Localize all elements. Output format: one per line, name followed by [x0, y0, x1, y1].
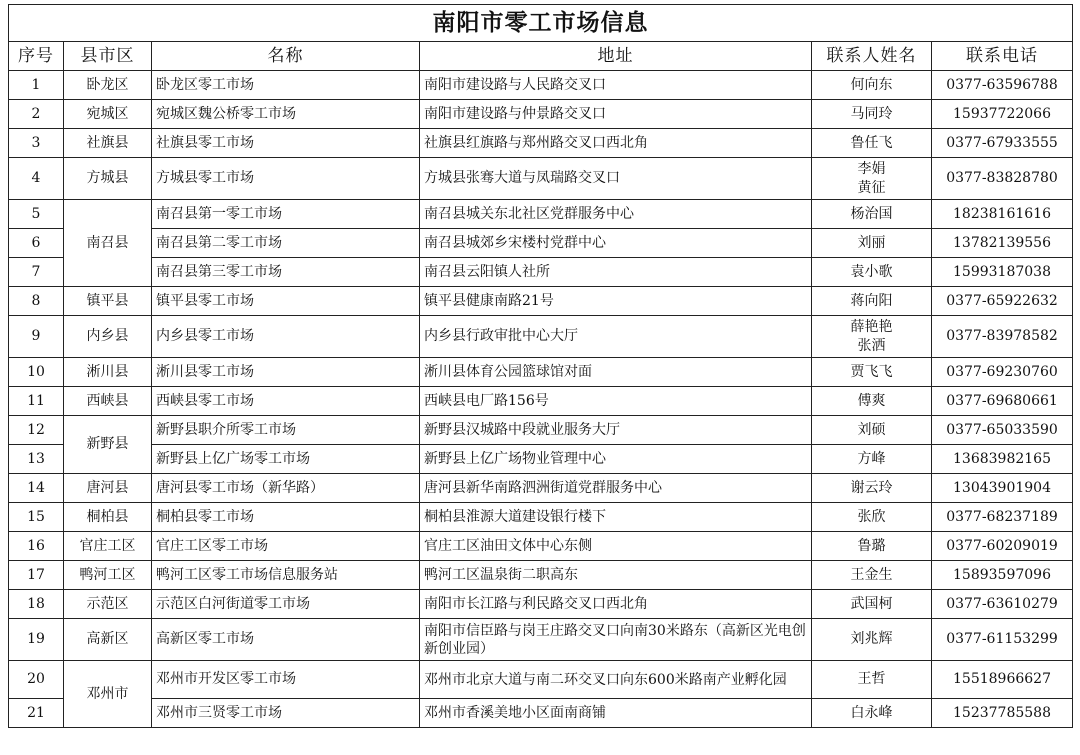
- cell-contact[interactable]: 鲁璐: [812, 532, 932, 561]
- cell-county[interactable]: 鸭河工区: [64, 561, 152, 590]
- cell-name[interactable]: 邓州市开发区零工市场: [152, 661, 420, 699]
- cell-phone[interactable]: 0377-65033590: [932, 416, 1073, 445]
- cell-county[interactable]: 桐柏县: [64, 503, 152, 532]
- cell-address[interactable]: 官庄工区油田文体中心东侧: [420, 532, 812, 561]
- cell-county[interactable]: 高新区: [64, 619, 152, 661]
- cell-contact[interactable]: 鲁任飞: [812, 129, 932, 158]
- cell-phone[interactable]: 15893597096: [932, 561, 1073, 590]
- cell-address[interactable]: 鸭河工区温泉街二职高东: [420, 561, 812, 590]
- cell-address[interactable]: 西峡县电厂路156号: [420, 387, 812, 416]
- spreadsheet: [8, 4, 1072, 728]
- cell-address[interactable]: 南召县城关东北社区党群服务中心: [420, 200, 812, 229]
- cell-name[interactable]: 唐河县零工市场（新华路）: [152, 474, 420, 503]
- cell-county[interactable]: 镇平县: [64, 287, 152, 316]
- table-row: [9, 100, 1073, 129]
- cell-seq[interactable]: 2: [9, 100, 64, 129]
- cell-county[interactable]: 社旗县: [64, 129, 152, 158]
- cell-name[interactable]: 卧龙区零工市场: [152, 71, 420, 100]
- cell-contact[interactable]: 刘兆辉: [812, 619, 932, 661]
- cell-address[interactable]: 南召县城郊乡宋楼村党群中心: [420, 229, 812, 258]
- cell-seq[interactable]: 13: [9, 445, 64, 474]
- cell-phone[interactable]: 13782139556: [932, 229, 1073, 258]
- table-row: [9, 158, 1073, 200]
- cell-phone[interactable]: 0377-65922632: [932, 287, 1073, 316]
- cell-address[interactable]: 新野县汉城路中段就业服务大厅: [420, 416, 812, 445]
- cell-name[interactable]: 镇平县零工市场: [152, 287, 420, 316]
- cell-address[interactable]: 南阳市信臣路与岗王庄路交叉口向南30米路东（高新区光电创新创业园）: [420, 619, 812, 661]
- cell-name[interactable]: 方城县零工市场: [152, 158, 420, 200]
- cell-seq[interactable]: 1: [9, 71, 64, 100]
- cell-phone[interactable]: 13683982165: [932, 445, 1073, 474]
- cell-name[interactable]: 社旗县零工市场: [152, 129, 420, 158]
- table-row: [9, 619, 1073, 661]
- header-address: 地址: [420, 42, 812, 71]
- cell-name[interactable]: 新野县职介所零工市场: [152, 416, 420, 445]
- cell-name[interactable]: 示范区白河街道零工市场: [152, 590, 420, 619]
- cell-address[interactable]: 南阳市建设路与人民路交叉口: [420, 71, 812, 100]
- cell-name[interactable]: 南召县第三零工市场: [152, 258, 420, 287]
- cell-county[interactable]: 淅川县: [64, 358, 152, 387]
- cell-name[interactable]: 南召县第一零工市场: [152, 200, 420, 229]
- table-row: [9, 387, 1073, 416]
- cell-county[interactable]: 邓州市: [64, 661, 152, 728]
- table-row: [9, 200, 1073, 229]
- table-row: [9, 532, 1073, 561]
- table-row: [9, 316, 1073, 358]
- table-row: [9, 661, 1073, 699]
- cell-address[interactable]: 桐柏县淮源大道建设银行楼下: [420, 503, 812, 532]
- table-title: 南阳市零工市场信息: [9, 5, 1073, 42]
- table-row: [9, 229, 1073, 258]
- cell-phone[interactable]: 0377-63596788: [932, 71, 1073, 100]
- cell-contact[interactable]: 王金生: [812, 561, 932, 590]
- cell-address[interactable]: 南阳市建设路与仲景路交叉口: [420, 100, 812, 129]
- cell-contact[interactable]: 马同玲: [812, 100, 932, 129]
- cell-seq[interactable]: 15: [9, 503, 64, 532]
- cell-name[interactable]: 宛城区魏公桥零工市场: [152, 100, 420, 129]
- cell-contact[interactable]: 王哲: [812, 661, 932, 699]
- cell-address[interactable]: 社旗县红旗路与郑州路交叉口西北角: [420, 129, 812, 158]
- cell-phone[interactable]: 0377-69680661: [932, 387, 1073, 416]
- cell-phone[interactable]: 15993187038: [932, 258, 1073, 287]
- cell-contact[interactable]: 薛艳艳 张洒: [812, 316, 932, 358]
- cell-county[interactable]: 西峡县: [64, 387, 152, 416]
- table-row: [9, 503, 1073, 532]
- cell-phone[interactable]: 15937722066: [932, 100, 1073, 129]
- cell-contact[interactable]: 张欣: [812, 503, 932, 532]
- cell-contact[interactable]: 方峰: [812, 445, 932, 474]
- cell-name[interactable]: 邓州市三贤零工市场: [152, 699, 420, 728]
- cell-phone[interactable]: 0377-67933555: [932, 129, 1073, 158]
- table-row: [9, 358, 1073, 387]
- cell-contact[interactable]: 刘硕: [812, 416, 932, 445]
- header-name: 名称: [152, 42, 420, 71]
- cell-seq[interactable]: 4: [9, 158, 64, 200]
- header-seq: 序号: [9, 42, 64, 71]
- cell-name[interactable]: 官庄工区零工市场: [152, 532, 420, 561]
- cell-seq[interactable]: 5: [9, 200, 64, 229]
- cell-phone[interactable]: 0377-61153299: [932, 619, 1073, 661]
- cell-county[interactable]: 宛城区: [64, 100, 152, 129]
- cell-seq[interactable]: 17: [9, 561, 64, 590]
- cell-contact[interactable]: 刘丽: [812, 229, 932, 258]
- cell-address[interactable]: 新野县上亿广场物业管理中心: [420, 445, 812, 474]
- cell-seq[interactable]: 3: [9, 129, 64, 158]
- cell-contact[interactable]: 白永峰: [812, 699, 932, 728]
- cell-phone[interactable]: 0377-83978582: [932, 316, 1073, 358]
- cell-county[interactable]: 示范区: [64, 590, 152, 619]
- cell-county[interactable]: 南召县: [64, 200, 152, 287]
- cell-seq[interactable]: 16: [9, 532, 64, 561]
- cell-name[interactable]: 桐柏县零工市场: [152, 503, 420, 532]
- table-row: [9, 561, 1073, 590]
- cell-county[interactable]: 方城县: [64, 158, 152, 200]
- cell-name[interactable]: 内乡县零工市场: [152, 316, 420, 358]
- cell-seq[interactable]: 20: [9, 661, 64, 699]
- cell-seq[interactable]: 11: [9, 387, 64, 416]
- cell-address[interactable]: 邓州市香溪美地小区面南商铺: [420, 699, 812, 728]
- cell-name[interactable]: 西峡县零工市场: [152, 387, 420, 416]
- cell-seq[interactable]: 21: [9, 699, 64, 728]
- cell-phone[interactable]: 15237785588: [932, 699, 1073, 728]
- cell-phone[interactable]: 0377-69230760: [932, 358, 1073, 387]
- table-row: [9, 287, 1073, 316]
- cell-seq[interactable]: 10: [9, 358, 64, 387]
- cell-phone[interactable]: 13043901904: [932, 474, 1073, 503]
- cell-seq[interactable]: 9: [9, 316, 64, 358]
- cell-county[interactable]: 官庄工区: [64, 532, 152, 561]
- cell-name[interactable]: 南召县第二零工市场: [152, 229, 420, 258]
- cell-contact[interactable]: 傅爽: [812, 387, 932, 416]
- cell-county[interactable]: 卧龙区: [64, 71, 152, 100]
- cell-phone[interactable]: 0377-83828780: [932, 158, 1073, 200]
- cell-contact[interactable]: 蒋向阳: [812, 287, 932, 316]
- market-table: [8, 4, 1073, 728]
- cell-county[interactable]: 内乡县: [64, 316, 152, 358]
- cell-seq[interactable]: 12: [9, 416, 64, 445]
- table-row: [9, 699, 1073, 728]
- cell-address[interactable]: 内乡县行政审批中心大厅: [420, 316, 812, 358]
- cell-address[interactable]: 镇平县健康南路21号: [420, 287, 812, 316]
- cell-county[interactable]: 新野县: [64, 416, 152, 474]
- cell-phone[interactable]: 0377-68237189: [932, 503, 1073, 532]
- header-county: 县市区: [64, 42, 152, 71]
- table-row: [9, 258, 1073, 287]
- cell-phone[interactable]: 0377-63610279: [932, 590, 1073, 619]
- cell-name[interactable]: 鸭河工区零工市场信息服务站: [152, 561, 420, 590]
- table-row: [9, 445, 1073, 474]
- cell-seq[interactable]: 14: [9, 474, 64, 503]
- cell-name[interactable]: 高新区零工市场: [152, 619, 420, 661]
- cell-address[interactable]: 南召县云阳镇人社所: [420, 258, 812, 287]
- cell-address[interactable]: 方城县张骞大道与凤瑞路交叉口: [420, 158, 812, 200]
- cell-seq[interactable]: 8: [9, 287, 64, 316]
- table-row: [9, 474, 1073, 503]
- cell-seq[interactable]: 19: [9, 619, 64, 661]
- cell-seq[interactable]: 7: [9, 258, 64, 287]
- cell-seq[interactable]: 6: [9, 229, 64, 258]
- cell-seq[interactable]: 18: [9, 590, 64, 619]
- cell-contact[interactable]: 武国柯: [812, 590, 932, 619]
- cell-phone[interactable]: 18238161616: [932, 200, 1073, 229]
- table-row: [9, 590, 1073, 619]
- table-row: [9, 416, 1073, 445]
- cell-contact[interactable]: 贾飞飞: [812, 358, 932, 387]
- cell-contact[interactable]: 李娟 黄征: [812, 158, 932, 200]
- cell-contact[interactable]: 杨治国: [812, 200, 932, 229]
- header-phone: 联系电话: [932, 42, 1073, 71]
- cell-address[interactable]: 邓州市北京大道与南二环交叉口向东600米路南产业孵化园: [420, 661, 812, 699]
- cell-address[interactable]: 南阳市长江路与利民路交叉口西北角: [420, 590, 812, 619]
- cell-contact[interactable]: 袁小歌: [812, 258, 932, 287]
- cell-phone[interactable]: 15518966627: [932, 661, 1073, 699]
- table-row: [9, 71, 1073, 100]
- cell-address[interactable]: 唐河县新华南路泗洲街道党群服务中心: [420, 474, 812, 503]
- cell-contact[interactable]: 谢云玲: [812, 474, 932, 503]
- table-row: [9, 129, 1073, 158]
- header-contact: 联系人姓名: [812, 42, 932, 71]
- cell-contact[interactable]: 何向东: [812, 71, 932, 100]
- cell-phone[interactable]: 0377-60209019: [932, 532, 1073, 561]
- cell-county[interactable]: 唐河县: [64, 474, 152, 503]
- cell-name[interactable]: 淅川县零工市场: [152, 358, 420, 387]
- cell-address[interactable]: 淅川县体育公园篮球馆对面: [420, 358, 812, 387]
- cell-name[interactable]: 新野县上亿广场零工市场: [152, 445, 420, 474]
